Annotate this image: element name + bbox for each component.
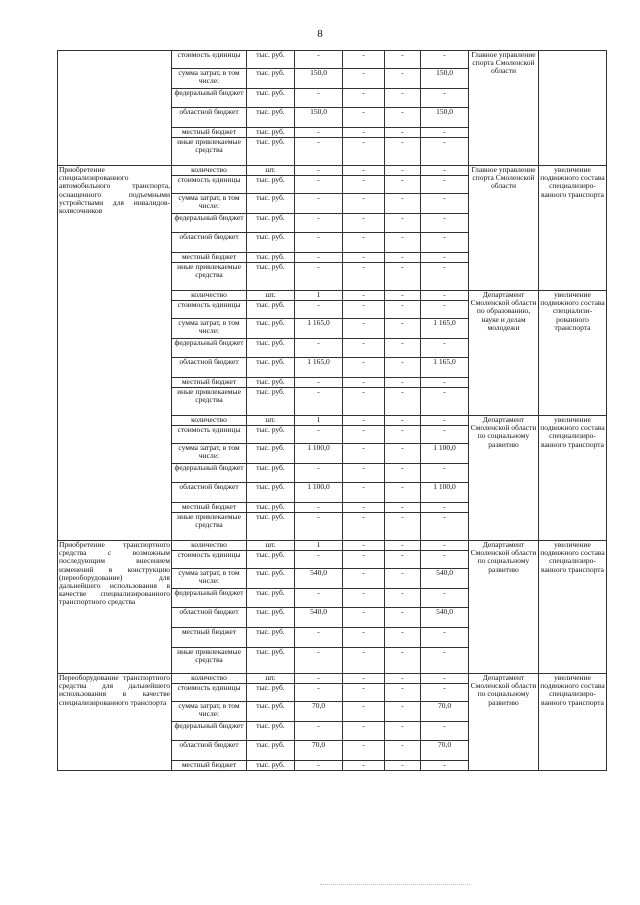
value-cell: 1 165,0 xyxy=(421,319,469,339)
value-cell: 70,0 xyxy=(295,702,343,722)
indicator-cell: иные привлекаемые средства xyxy=(172,263,247,291)
value-cell: - xyxy=(421,416,469,426)
indicator-cell: федеральный бюджет xyxy=(172,214,247,233)
value-cell: - xyxy=(343,319,385,339)
value-cell: - xyxy=(343,51,385,69)
unit-cell: шт. xyxy=(247,291,295,301)
value-cell: - xyxy=(295,51,343,69)
result-cell xyxy=(539,51,607,166)
value-cell: - xyxy=(421,761,469,771)
indicator-cell: местный бюджет xyxy=(172,378,247,388)
unit-cell: шт. xyxy=(247,166,295,176)
unit-cell: тыс. руб. xyxy=(247,444,295,464)
value-cell: 1 100,0 xyxy=(295,444,343,464)
value-cell: - xyxy=(295,426,343,444)
value-cell: - xyxy=(421,426,469,444)
value-cell: - xyxy=(343,69,385,89)
value-cell: - xyxy=(421,648,469,674)
value-cell: 1 165,0 xyxy=(421,358,469,378)
value-cell: - xyxy=(385,444,421,464)
value-cell: - xyxy=(295,503,343,513)
unit-cell: тыс. руб. xyxy=(247,628,295,648)
value-cell: - xyxy=(343,263,385,291)
value-cell: - xyxy=(385,503,421,513)
value-cell: - xyxy=(295,233,343,253)
value-cell: - xyxy=(343,702,385,722)
value-cell: - xyxy=(295,513,343,541)
unit-cell: тыс. руб. xyxy=(247,503,295,513)
value-cell: - xyxy=(421,513,469,541)
value-cell: - xyxy=(421,51,469,69)
value-cell: - xyxy=(385,513,421,541)
value-cell: - xyxy=(295,388,343,416)
unit-cell: тыс. руб. xyxy=(247,339,295,358)
indicator-cell: местный бюджет xyxy=(172,128,247,138)
responsible-cell: Главное управление спорта Смоленской области xyxy=(469,166,539,291)
value-cell: - xyxy=(295,253,343,263)
value-cell: - xyxy=(295,589,343,608)
value-cell: - xyxy=(295,166,343,176)
value-cell: 1 xyxy=(295,541,343,551)
indicator-cell: количество xyxy=(172,541,247,551)
value-cell: - xyxy=(421,89,469,108)
value-cell: - xyxy=(421,253,469,263)
measure-name: Переоборудование транспортного средства для дальнейшего использования в качестве специализированного транспорта xyxy=(58,674,172,771)
value-cell: - xyxy=(295,378,343,388)
value-cell: - xyxy=(295,464,343,483)
value-cell: 150,0 xyxy=(421,108,469,128)
value-cell: - xyxy=(385,69,421,89)
value-cell: - xyxy=(385,51,421,69)
indicator-cell: стоимость единицы xyxy=(172,51,247,69)
value-cell: - xyxy=(343,444,385,464)
value-cell: - xyxy=(385,378,421,388)
value-cell: - xyxy=(421,503,469,513)
value-cell: - xyxy=(295,674,343,684)
value-cell: - xyxy=(385,464,421,483)
value-cell: 1 100,0 xyxy=(421,483,469,503)
value-cell: - xyxy=(385,722,421,741)
result-cell: увеличение подвижного состава специализиро-ванного транспорта xyxy=(539,166,607,291)
value-cell: - xyxy=(385,551,421,569)
responsible-cell: Департамент Смоленской области по социальному развитию xyxy=(469,541,539,674)
value-cell: - xyxy=(343,388,385,416)
value-cell: - xyxy=(343,464,385,483)
value-cell: 540,0 xyxy=(295,608,343,628)
value-cell: - xyxy=(295,339,343,358)
value-cell: - xyxy=(385,291,421,301)
value-cell: - xyxy=(295,214,343,233)
value-cell: - xyxy=(295,628,343,648)
value-cell: - xyxy=(421,176,469,194)
indicator-cell: областной бюджет xyxy=(172,233,247,253)
indicator-cell: федеральный бюджет xyxy=(172,89,247,108)
value-cell: - xyxy=(343,483,385,503)
value-cell: 150,0 xyxy=(421,69,469,89)
value-cell: - xyxy=(343,569,385,589)
value-cell: - xyxy=(295,551,343,569)
indicator-cell: местный бюджет xyxy=(172,253,247,263)
value-cell: - xyxy=(385,263,421,291)
table-row xyxy=(58,166,607,176)
value-cell: - xyxy=(343,541,385,551)
indicator-cell: областной бюджет xyxy=(172,358,247,378)
value-cell: 70,0 xyxy=(421,741,469,761)
value-cell: - xyxy=(343,589,385,608)
value-cell: - xyxy=(343,108,385,128)
unit-cell: тыс. руб. xyxy=(247,426,295,444)
value-cell: - xyxy=(385,358,421,378)
value-cell: - xyxy=(385,608,421,628)
indicator-cell: федеральный бюджет xyxy=(172,722,247,741)
value-cell: - xyxy=(421,628,469,648)
value-cell: - xyxy=(343,176,385,194)
measure-name xyxy=(58,51,172,166)
indicator-cell: федеральный бюджет xyxy=(172,339,247,358)
responsible-cell: Департамент Смоленской области по социальному развитию xyxy=(469,416,539,541)
value-cell: - xyxy=(343,301,385,319)
value-cell: - xyxy=(385,416,421,426)
measure-name: Приобретение специализированного автомобильного транспорта, оснащенного подъемными устройствами для инвалидов-колясочников xyxy=(58,166,172,541)
value-cell: - xyxy=(343,741,385,761)
value-cell: 150,0 xyxy=(295,69,343,89)
indicator-cell: иные привлекаемые средства xyxy=(172,648,247,674)
value-cell: - xyxy=(385,483,421,503)
indicator-cell: сумма затрат, в том числе: xyxy=(172,69,247,89)
unit-cell: тыс. руб. xyxy=(247,214,295,233)
value-cell: 70,0 xyxy=(295,741,343,761)
unit-cell: тыс. руб. xyxy=(247,233,295,253)
indicator-cell: местный бюджет xyxy=(172,628,247,648)
value-cell: - xyxy=(385,301,421,319)
value-cell: - xyxy=(421,388,469,416)
value-cell: - xyxy=(343,253,385,263)
indicator-cell: сумма затрат, в том числе: xyxy=(172,194,247,214)
indicator-cell: федеральный бюджет xyxy=(172,589,247,608)
value-cell: - xyxy=(421,551,469,569)
indicator-cell: местный бюджет xyxy=(172,503,247,513)
unit-cell: тыс. руб. xyxy=(247,108,295,128)
value-cell: - xyxy=(421,339,469,358)
indicator-cell: сумма затрат, в том числе: xyxy=(172,319,247,339)
table-row xyxy=(58,51,607,69)
value-cell: - xyxy=(385,741,421,761)
value-cell: 1 xyxy=(295,291,343,301)
unit-cell: тыс. руб. xyxy=(247,194,295,214)
value-cell: 70,0 xyxy=(421,702,469,722)
indicator-cell: стоимость единицы xyxy=(172,684,247,702)
value-cell: - xyxy=(385,253,421,263)
table-row xyxy=(58,541,607,551)
value-cell: - xyxy=(385,89,421,108)
value-cell: - xyxy=(421,214,469,233)
indicator-cell: количество xyxy=(172,416,247,426)
value-cell: - xyxy=(343,608,385,628)
value-cell: - xyxy=(343,674,385,684)
unit-cell: тыс. руб. xyxy=(247,464,295,483)
value-cell: - xyxy=(295,176,343,194)
value-cell: - xyxy=(385,339,421,358)
value-cell: - xyxy=(385,233,421,253)
value-cell: - xyxy=(385,319,421,339)
value-cell: - xyxy=(343,503,385,513)
value-cell: - xyxy=(343,378,385,388)
value-cell: - xyxy=(343,551,385,569)
responsible-cell: Главное управление спорта Смоленской области xyxy=(469,51,539,166)
indicator-cell: иные привлекаемые средства xyxy=(172,138,247,166)
indicator-cell: областной бюджет xyxy=(172,741,247,761)
value-cell: - xyxy=(385,108,421,128)
value-cell: - xyxy=(385,138,421,166)
value-cell: - xyxy=(295,722,343,741)
value-cell: - xyxy=(421,464,469,483)
indicator-cell: сумма затрат, в том числе: xyxy=(172,444,247,464)
indicator-cell: федеральный бюджет xyxy=(172,464,247,483)
value-cell: - xyxy=(421,674,469,684)
value-cell: - xyxy=(421,166,469,176)
unit-cell: тыс. руб. xyxy=(247,761,295,771)
value-cell: - xyxy=(343,684,385,702)
value-cell: - xyxy=(421,194,469,214)
value-cell: - xyxy=(421,138,469,166)
unit-cell: тыс. руб. xyxy=(247,176,295,194)
indicator-cell: количество xyxy=(172,674,247,684)
result-cell: увеличение подвижного состава специализи-рованного транспорта xyxy=(539,291,607,416)
value-cell: - xyxy=(421,684,469,702)
value-cell: - xyxy=(343,648,385,674)
unit-cell: тыс. руб. xyxy=(247,138,295,166)
value-cell: 540,0 xyxy=(295,569,343,589)
indicator-cell: областной бюджет xyxy=(172,483,247,503)
responsible-cell: Департамент Смоленской области по образованию, науке и делам молодежи xyxy=(469,291,539,416)
unit-cell: тыс. руб. xyxy=(247,319,295,339)
value-cell: - xyxy=(421,291,469,301)
value-cell: - xyxy=(421,541,469,551)
unit-cell: тыс. руб. xyxy=(247,358,295,378)
value-cell: 1 xyxy=(295,416,343,426)
value-cell: - xyxy=(385,569,421,589)
indicator-cell: местный бюджет xyxy=(172,761,247,771)
value-cell: - xyxy=(343,291,385,301)
indicator-cell: стоимость единицы xyxy=(172,426,247,444)
value-cell: - xyxy=(343,166,385,176)
value-cell: - xyxy=(385,426,421,444)
unit-cell: тыс. руб. xyxy=(247,69,295,89)
result-cell: увеличение подвижного состава специализиро-ванного транспорта xyxy=(539,416,607,541)
value-cell: 1 100,0 xyxy=(421,444,469,464)
value-cell: - xyxy=(343,722,385,741)
value-cell: - xyxy=(295,648,343,674)
unit-cell: тыс. руб. xyxy=(247,684,295,702)
value-cell: - xyxy=(343,513,385,541)
unit-cell: тыс. руб. xyxy=(247,89,295,108)
value-cell: - xyxy=(343,761,385,771)
unit-cell: тыс. руб. xyxy=(247,253,295,263)
program-table xyxy=(57,50,607,771)
value-cell: - xyxy=(343,628,385,648)
value-cell: - xyxy=(421,589,469,608)
unit-cell: тыс. руб. xyxy=(247,483,295,503)
value-cell: - xyxy=(385,214,421,233)
indicator-cell: областной бюджет xyxy=(172,108,247,128)
unit-cell: тыс. руб. xyxy=(247,388,295,416)
unit-cell: тыс. руб. xyxy=(247,51,295,69)
unit-cell: шт. xyxy=(247,674,295,684)
unit-cell: тыс. руб. xyxy=(247,648,295,674)
value-cell: 150,0 xyxy=(295,108,343,128)
unit-cell: тыс. руб. xyxy=(247,702,295,722)
value-cell: - xyxy=(295,263,343,291)
value-cell: - xyxy=(295,89,343,108)
value-cell: - xyxy=(385,166,421,176)
unit-cell: тыс. руб. xyxy=(247,301,295,319)
page-number: 8 xyxy=(317,28,323,40)
unit-cell: тыс. руб. xyxy=(247,513,295,541)
value-cell: - xyxy=(343,194,385,214)
value-cell: - xyxy=(421,301,469,319)
indicator-cell: областной бюджет xyxy=(172,608,247,628)
value-cell: - xyxy=(343,426,385,444)
value-cell: 1 165,0 xyxy=(295,319,343,339)
value-cell: - xyxy=(421,233,469,253)
value-cell: - xyxy=(421,128,469,138)
table-row xyxy=(58,674,607,684)
value-cell: - xyxy=(385,674,421,684)
value-cell: - xyxy=(385,388,421,416)
unit-cell: шт. xyxy=(247,541,295,551)
value-cell: - xyxy=(343,358,385,378)
result-cell: увеличение подвижного состава специализиро-ванного транспорта xyxy=(539,674,607,771)
value-cell: 1 165,0 xyxy=(295,358,343,378)
indicator-cell: стоимость единицы xyxy=(172,551,247,569)
indicator-cell: сумма затрат, в том числе: xyxy=(172,702,247,722)
value-cell: - xyxy=(343,89,385,108)
unit-cell: тыс. руб. xyxy=(247,569,295,589)
indicator-cell: сумма затрат, в том числе: xyxy=(172,569,247,589)
value-cell: 540,0 xyxy=(421,608,469,628)
value-cell: - xyxy=(421,722,469,741)
value-cell: - xyxy=(385,128,421,138)
value-cell: - xyxy=(295,138,343,166)
value-cell: - xyxy=(385,194,421,214)
value-cell: - xyxy=(385,589,421,608)
indicator-cell: иные привлекаемые средства xyxy=(172,513,247,541)
value-cell: - xyxy=(343,233,385,253)
value-cell: - xyxy=(343,416,385,426)
value-cell: - xyxy=(343,138,385,166)
unit-cell: шт. xyxy=(247,416,295,426)
unit-cell: тыс. руб. xyxy=(247,741,295,761)
value-cell: - xyxy=(343,339,385,358)
value-cell: - xyxy=(295,128,343,138)
value-cell: - xyxy=(421,263,469,291)
value-cell: - xyxy=(385,648,421,674)
value-cell: - xyxy=(385,702,421,722)
unit-cell: тыс. руб. xyxy=(247,589,295,608)
value-cell: - xyxy=(295,761,343,771)
value-cell: - xyxy=(385,761,421,771)
unit-cell: тыс. руб. xyxy=(247,378,295,388)
indicator-cell: стоимость единицы xyxy=(172,301,247,319)
indicator-cell: стоимость единицы xyxy=(172,176,247,194)
value-cell: - xyxy=(385,684,421,702)
unit-cell: тыс. руб. xyxy=(247,551,295,569)
indicator-cell: количество xyxy=(172,291,247,301)
value-cell: - xyxy=(421,378,469,388)
value-cell: - xyxy=(295,194,343,214)
value-cell: 1 100,0 xyxy=(295,483,343,503)
value-cell: - xyxy=(295,301,343,319)
indicator-cell: количество xyxy=(172,166,247,176)
value-cell: - xyxy=(385,176,421,194)
measure-name: Приобретение транспортного средства с возможным последующим внесением изменений в конструкцию (переоборудование) для дальнейшего использования в качестве специализированного транспортного средства xyxy=(58,541,172,674)
result-cell: увеличение подвижного состава специализиро-ванного транспорта xyxy=(539,541,607,674)
value-cell: - xyxy=(295,684,343,702)
unit-cell: тыс. руб. xyxy=(247,608,295,628)
indicator-cell: иные привлекаемые средства xyxy=(172,388,247,416)
value-cell: 540,0 xyxy=(421,569,469,589)
value-cell: - xyxy=(343,128,385,138)
unit-cell: тыс. руб. xyxy=(247,722,295,741)
unit-cell: тыс. руб. xyxy=(247,263,295,291)
unit-cell: тыс. руб. xyxy=(247,128,295,138)
value-cell: - xyxy=(385,628,421,648)
value-cell: - xyxy=(385,541,421,551)
scan-artifact xyxy=(320,884,470,887)
responsible-cell: Департамент Смоленской области по социальному развитию xyxy=(469,674,539,771)
value-cell: - xyxy=(343,214,385,233)
